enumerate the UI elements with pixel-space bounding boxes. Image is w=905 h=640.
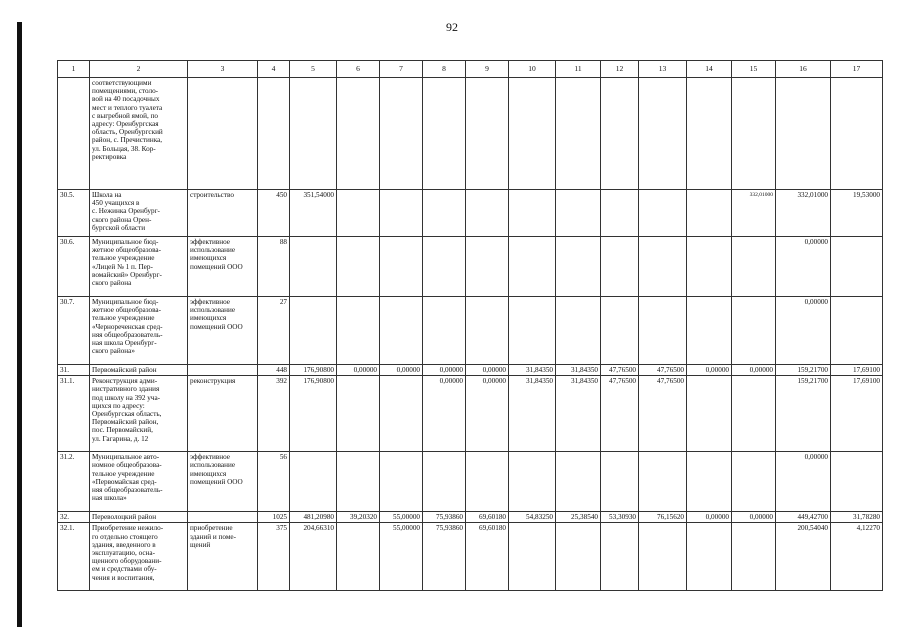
- table-cell: [601, 237, 639, 297]
- table-cell: [337, 237, 380, 297]
- table-cell: [831, 452, 883, 512]
- table-cell: [601, 297, 639, 365]
- table-cell: 31,84350: [509, 376, 556, 452]
- table-cell: 47,76500: [639, 376, 687, 452]
- table-row: [58, 78, 883, 190]
- table-cell: 31.2.: [58, 452, 90, 512]
- table-cell: 0,00000: [423, 376, 466, 452]
- table-cell: [601, 190, 639, 237]
- table-cell: 0,00000: [380, 365, 423, 376]
- table-cell: 47,76500: [639, 365, 687, 376]
- column-header: 6: [337, 61, 380, 78]
- table-cell: 76,15620: [639, 512, 687, 523]
- table-cell: [290, 297, 337, 365]
- table-row: [58, 365, 883, 376]
- table-cell: [687, 376, 732, 452]
- table-cell: 88: [258, 237, 290, 297]
- table-cell: [556, 523, 601, 591]
- table-cell: [556, 237, 601, 297]
- table-cell: 204,66310: [290, 523, 337, 591]
- table-cell: [639, 190, 687, 237]
- table-cell: [639, 237, 687, 297]
- table-cell: [687, 452, 732, 512]
- column-header: 17: [831, 61, 883, 78]
- column-header: 9: [466, 61, 509, 78]
- table-cell: 32.: [58, 512, 90, 523]
- table-cell: 4,12270: [831, 523, 883, 591]
- table-cell: [466, 237, 509, 297]
- table-cell: 481,20980: [290, 512, 337, 523]
- table-cell: 47,76500: [601, 365, 639, 376]
- table-cell: Первомайский район: [90, 365, 188, 376]
- table-cell: [831, 297, 883, 365]
- table-cell: 25,38540: [556, 512, 601, 523]
- table-cell: [732, 297, 776, 365]
- column-header: 8: [423, 61, 466, 78]
- table-cell: [337, 78, 380, 190]
- table-cell: 31.: [58, 365, 90, 376]
- table-cell: Школа на 450 учащихся в с. Нежинка Оренбург- ского района Орен- бургской области: [90, 190, 188, 237]
- column-header: 16: [776, 61, 831, 78]
- table-cell: [601, 78, 639, 190]
- column-header: 4: [258, 61, 290, 78]
- table-cell: 351,54000: [290, 190, 337, 237]
- table-cell: [776, 78, 831, 190]
- table-cell: [556, 297, 601, 365]
- table-cell: [732, 452, 776, 512]
- table-cell: [509, 297, 556, 365]
- table-cell: 450: [258, 190, 290, 237]
- table-cell: 17,69100: [831, 365, 883, 376]
- table-cell: Переволоцкий район: [90, 512, 188, 523]
- table-cell: реконструкция: [188, 376, 258, 452]
- table-cell: 19,53000: [831, 190, 883, 237]
- table-cell: [188, 365, 258, 376]
- table-cell: 392: [258, 376, 290, 452]
- table-cell: [380, 297, 423, 365]
- table-cell: 200,54040: [776, 523, 831, 591]
- header-row: [58, 61, 883, 78]
- table-cell: [380, 376, 423, 452]
- table-cell: 39,20320: [337, 512, 380, 523]
- table-cell: 0,00000: [776, 297, 831, 365]
- table-cell: 159,21700: [776, 365, 831, 376]
- table-cell: 55,00000: [380, 512, 423, 523]
- table-cell: [509, 190, 556, 237]
- table-cell: [732, 78, 776, 190]
- table-cell: 32.1.: [58, 523, 90, 591]
- table-cell: [639, 523, 687, 591]
- table-cell: 69,60180: [466, 512, 509, 523]
- table-cell: 55,00000: [380, 523, 423, 591]
- table-cell: 449,42700: [776, 512, 831, 523]
- table-cell: [290, 237, 337, 297]
- table-cell: эффективное использование имеющихся помещений ООО: [188, 452, 258, 512]
- table-cell: 0,00000: [732, 512, 776, 523]
- table-cell: [639, 297, 687, 365]
- table-cell: 332,01000: [776, 190, 831, 237]
- table-cell: [556, 78, 601, 190]
- table-cell: 53,30930: [601, 512, 639, 523]
- table-cell: [831, 237, 883, 297]
- table-cell: 0,00000: [687, 512, 732, 523]
- table-cell: [466, 297, 509, 365]
- column-header: 13: [639, 61, 687, 78]
- table-cell: [556, 452, 601, 512]
- table-cell: [466, 190, 509, 237]
- table-cell: [639, 452, 687, 512]
- table-cell: [58, 78, 90, 190]
- table-cell: 30.7.: [58, 297, 90, 365]
- table-cell: приобретение зданий и поме- щений: [188, 523, 258, 591]
- table-cell: соответствующими помещениями, столо- вой на 40 посадочных мест и теплого туалета с выгребной ямой, по адресу: Оренбургская область, Оренбургский район, с. Пречистинка, ул. Больцая, 38. Кор- ректировка: [90, 78, 188, 190]
- table-cell: 47,76500: [601, 376, 639, 452]
- column-header: 10: [509, 61, 556, 78]
- table-cell: [509, 523, 556, 591]
- table-cell: [466, 452, 509, 512]
- table-cell: [687, 78, 732, 190]
- table-cell: [337, 376, 380, 452]
- table-cell: 448: [258, 365, 290, 376]
- column-header: 1: [58, 61, 90, 78]
- table-cell: 0,00000: [466, 365, 509, 376]
- table-cell: 27: [258, 297, 290, 365]
- column-header: 5: [290, 61, 337, 78]
- table-cell: 75,93860: [423, 512, 466, 523]
- left-binding-bar: [17, 22, 22, 627]
- table-cell: 56: [258, 452, 290, 512]
- table-cell: эффективное использование имеющихся помещений ООО: [188, 297, 258, 365]
- table-cell: [380, 78, 423, 190]
- table-cell: Приобретение нежило- го отдельно стоящего здания, введенного в эксплуатацию, осна- щенного оборудовани- ем и средствами обу- чения и воспитания,: [90, 523, 188, 591]
- table-cell: 176,90800: [290, 365, 337, 376]
- table-cell: [290, 452, 337, 512]
- table-cell: [509, 237, 556, 297]
- column-header: 14: [687, 61, 732, 78]
- table-cell: Муниципальное авто- номное общеобразова- тельное учреждение «Первомайская сред- няя общеобразователь- ная школа»: [90, 452, 188, 512]
- table-cell: 159,21700: [776, 376, 831, 452]
- table-cell: 31,84350: [509, 365, 556, 376]
- table-cell: Муниципальное бюд- жетное общеобразова- тельное учреждение «Чернореченская сред- няя общеобразователь- ная школа Оренбург- ского района»: [90, 297, 188, 365]
- table-cell: [732, 237, 776, 297]
- table-cell: [337, 190, 380, 237]
- table-row: [58, 190, 883, 237]
- table-cell: [337, 452, 380, 512]
- page-number: 92: [446, 20, 458, 34]
- table-cell: 0,00000: [732, 365, 776, 376]
- table-cell: 69,60180: [466, 523, 509, 591]
- table-cell: Реконструкция адми- нистративного здания под школу на 392 уча- щихся по адресу: Оренбургская область, Первомайский район, пос. Первомайский, ул. Гагарина, д. 12: [90, 376, 188, 452]
- table-cell: [509, 78, 556, 190]
- table-cell: 176,90800: [290, 376, 337, 452]
- table-row: [58, 297, 883, 365]
- column-header: 15: [732, 61, 776, 78]
- column-header: 7: [380, 61, 423, 78]
- table-cell: [687, 237, 732, 297]
- column-header: 3: [188, 61, 258, 78]
- table-row: [58, 376, 883, 452]
- table-cell: [601, 523, 639, 591]
- table-cell: 0,00000: [466, 376, 509, 452]
- table-cell: [337, 297, 380, 365]
- table-cell: 30.6.: [58, 237, 90, 297]
- table-cell: 0,00000: [776, 237, 831, 297]
- table-row: [58, 237, 883, 297]
- table-cell: [188, 512, 258, 523]
- table-row: [58, 452, 883, 512]
- table-cell: 31,84350: [556, 376, 601, 452]
- table-cell: [831, 78, 883, 190]
- table-cell: 375: [258, 523, 290, 591]
- table-cell: [687, 297, 732, 365]
- table-cell: [732, 523, 776, 591]
- table-cell: [423, 78, 466, 190]
- table-cell: [509, 452, 556, 512]
- column-header: 2: [90, 61, 188, 78]
- table-cell: [423, 237, 466, 297]
- table-cell: 0,00000: [337, 365, 380, 376]
- table-cell: [732, 376, 776, 452]
- table-row: [58, 512, 883, 523]
- table-cell: 75,93860: [423, 523, 466, 591]
- table-row: [58, 523, 883, 591]
- table-cell: эффективное использование имеющихся помещений ООО: [188, 237, 258, 297]
- table-cell: [466, 78, 509, 190]
- table-cell: [601, 452, 639, 512]
- table-cell: 332,01000: [732, 190, 776, 237]
- table-cell: Муниципальное бюд- жетное общеобразова- тельное учреждение «Лицей № 1 п. Пер- вомайский» Оренбург- ского района: [90, 237, 188, 297]
- table-cell: 31.1.: [58, 376, 90, 452]
- table-cell: [423, 297, 466, 365]
- table-cell: [188, 78, 258, 190]
- table-cell: 54,83250: [509, 512, 556, 523]
- table-cell: строительство: [188, 190, 258, 237]
- table-cell: 0,00000: [687, 365, 732, 376]
- table-cell: 0,00000: [776, 452, 831, 512]
- table-cell: [639, 78, 687, 190]
- table-cell: 31,84350: [556, 365, 601, 376]
- data-table: [57, 60, 883, 591]
- column-header: 12: [601, 61, 639, 78]
- table-cell: [380, 190, 423, 237]
- table-cell: 31,78280: [831, 512, 883, 523]
- table-cell: 30.5.: [58, 190, 90, 237]
- table-cell: [687, 190, 732, 237]
- table-cell: [290, 78, 337, 190]
- table-cell: [258, 78, 290, 190]
- table-cell: 1025: [258, 512, 290, 523]
- table-cell: [423, 452, 466, 512]
- table-cell: 17,69100: [831, 376, 883, 452]
- table-cell: [556, 190, 601, 237]
- table-cell: 0,00000: [423, 365, 466, 376]
- table-cell: [423, 190, 466, 237]
- column-header: 11: [556, 61, 601, 78]
- table-cell: [380, 237, 423, 297]
- table-cell: [380, 452, 423, 512]
- table-cell: [687, 523, 732, 591]
- table-cell: [337, 523, 380, 591]
